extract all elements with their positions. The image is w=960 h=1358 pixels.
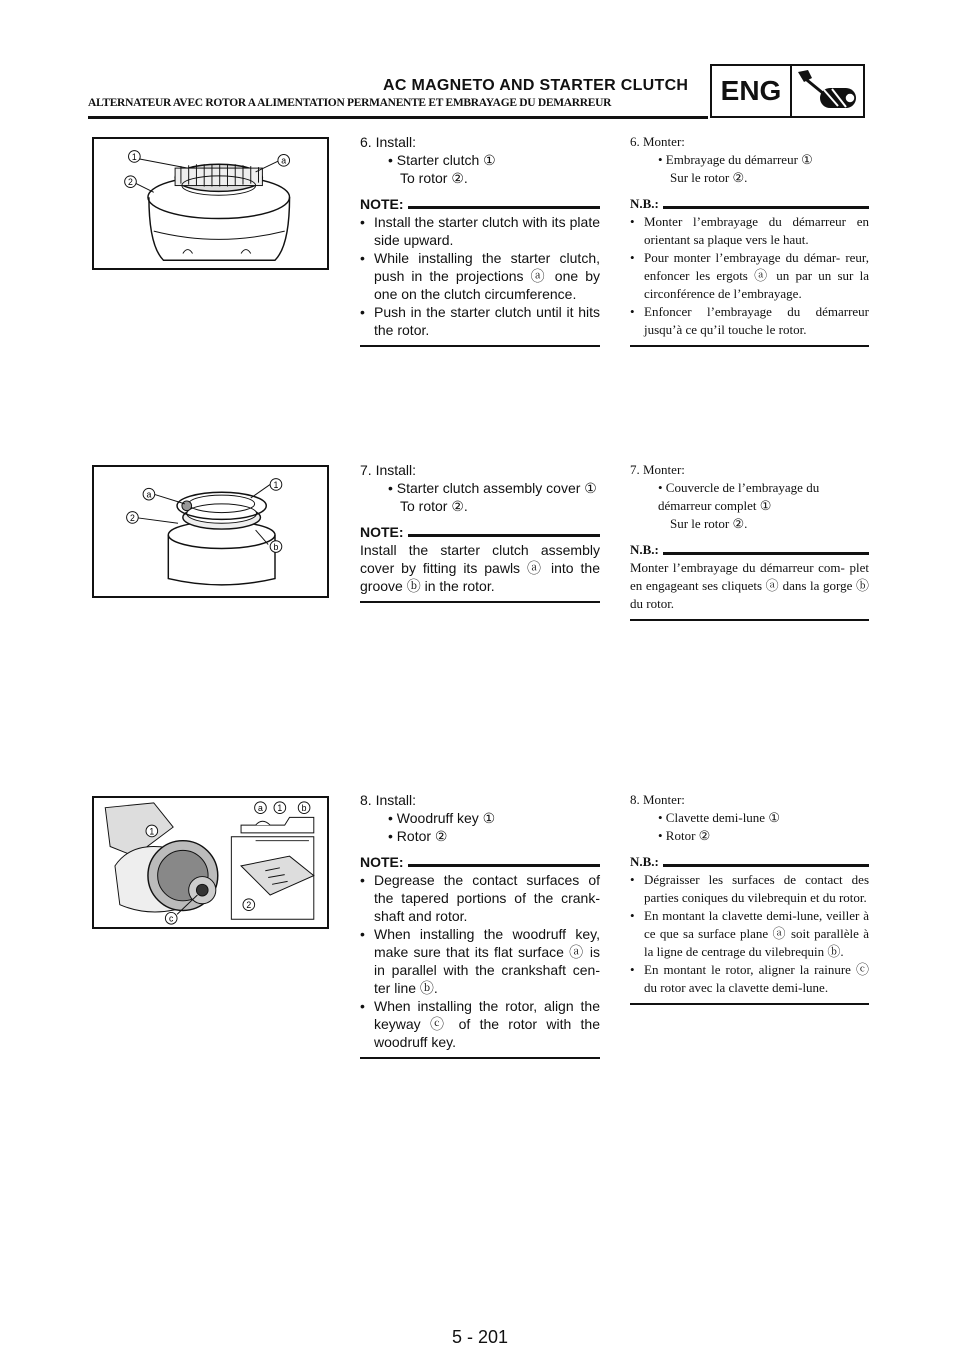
- fig3-label-c: c: [169, 913, 174, 924]
- fig2-label-b: b: [273, 541, 279, 552]
- note-end-rule: [630, 1003, 869, 1005]
- note-bullet: • Degrease the contact surfaces of the tapered portions of the crank- shaft and rotor.: [360, 871, 600, 925]
- fig3-label-1a: 1: [277, 803, 283, 814]
- wrench-icon: [794, 68, 862, 114]
- step8-fr-item: • Rotor ②: [658, 828, 711, 843]
- fig3-label-a: a: [258, 803, 263, 814]
- step8-en-item: • Woodruff key ①: [388, 810, 496, 826]
- fig1-label-1: 1: [131, 151, 137, 162]
- note-end-rule: [630, 619, 869, 621]
- note-label: NOTE:: [360, 854, 404, 870]
- step7-fr-heading: 7. Monter:: [630, 462, 685, 477]
- step8-fr-item: • Clavette demi-lune ①: [658, 810, 780, 825]
- note-bullet: • Dégraisser les surfaces de contact des parties coniques du vilebrequin et du rotor.: [630, 871, 869, 907]
- note-bullet: • Pour monter l’embrayage du démar- reur, enfoncer les ergots ⓐ un par un sur la circonférence de l’embrayage.: [630, 249, 869, 303]
- note-bullet: • When installing the woodruff key, make sure that its flat surface ⓐ is in parallel with the crankshaft cen- ter line ⓑ.: [360, 925, 600, 997]
- fig3-label-2: 2: [246, 900, 252, 911]
- note-bullet: • Monter l’embrayage du démarreur en orientant sa plaque vers le haut.: [630, 213, 869, 249]
- step6-en-item: To rotor ②.: [400, 170, 468, 186]
- step7-en-heading: 7. Install:: [360, 462, 417, 478]
- step8-en-item: • Rotor ②: [388, 828, 448, 844]
- fig2-label-1: 1: [273, 479, 279, 490]
- note-text: Install the starter clutch assembly cover by fitting its pawls ⓐ into the groove ⓑ in the rotor.: [360, 542, 600, 594]
- step6-fr-heading: 6. Monter:: [630, 134, 685, 149]
- note-label: N.B.:: [630, 196, 659, 211]
- step8-english: [360, 791, 600, 1059]
- note-end-rule: [360, 345, 600, 347]
- step8-fr-heading: 8. Monter:: [630, 792, 685, 807]
- note-text: Monter l’embrayage du démarreur com- plet en engageant ses cliquets ⓐ dans la gorge ⓑ du rotor.: [630, 560, 869, 611]
- fig3-label-b: b: [301, 803, 307, 814]
- step7-french: [630, 461, 869, 621]
- fig2-label-a: a: [146, 489, 152, 500]
- step7-fr-item: • Couvercle de l’embrayage du démarreur complet ①: [658, 480, 820, 513]
- step6-en-item: • Starter clutch ①: [388, 152, 496, 168]
- header-rule: [88, 116, 708, 119]
- note-rule: [663, 552, 869, 555]
- note-end-rule: [360, 1057, 600, 1059]
- note-bullet: • En montant la clavette demi-lune, veiller à ce que sa surface plane ⓐ soit parallèle à la ligne de centrage du vilebrequin ⓑ.: [630, 907, 869, 961]
- note-bullet: • While installing the starter clutch, push in the projections ⓐ one by one on the clutch circumference.: [360, 249, 600, 303]
- note-end-rule: [360, 601, 600, 603]
- note-rule: [663, 206, 869, 209]
- note-rule: [408, 206, 600, 209]
- note-rule: [408, 864, 600, 867]
- step6-french: [630, 133, 869, 347]
- note-label: N.B.:: [630, 854, 659, 869]
- fig3-label-1b: 1: [149, 826, 155, 837]
- step7-english: [360, 461, 600, 603]
- step6-fr-item: • Embrayage du démarreur ①: [658, 152, 813, 167]
- step7-en-item: • Starter clutch assembly cover ①: [388, 480, 597, 496]
- note-bullet: • En montant le rotor, aligner la rainure ⓒ du rotor avec la clavette demi-lune.: [630, 961, 869, 997]
- figure-starter-clutch-cover: [92, 465, 329, 598]
- fig1-label-a: a: [281, 155, 287, 166]
- section-title: AC MAGNETO AND STARTER CLUTCH: [383, 77, 689, 94]
- fig1-label-2: 2: [128, 177, 133, 188]
- page-number: 5 - 201: [451, 1327, 509, 1347]
- step6-english: [360, 133, 600, 347]
- note-rule: [663, 864, 869, 867]
- step8-french: [630, 791, 869, 1005]
- step7-fr-item: Sur le rotor ②.: [670, 516, 748, 531]
- note-bullet: • Enfoncer l’embrayage du démarreur jusqu’à ce qu’il touche le rotor.: [630, 303, 869, 339]
- section-subtitle: ALTERNATEUR AVEC ROTOR A ALIMENTATION PERMANENTE ET EMBRAYAGE DU DEMARREUR: [88, 97, 612, 109]
- note-label: NOTE:: [360, 196, 404, 212]
- fig2-label-2: 2: [129, 512, 135, 523]
- figure-starter-clutch: [92, 137, 329, 270]
- note-label: N.B.:: [630, 542, 659, 557]
- note-bullet: • When installing the rotor, align the keyway ⓒ of the rotor with the woodruff key.: [360, 997, 600, 1051]
- note-bullet: • Install the starter clutch with its plate side upward.: [360, 213, 600, 249]
- note-bullet: • Push in the starter clutch until it hits the rotor.: [360, 303, 600, 339]
- figure-woodruff-key-rotor: [92, 796, 329, 929]
- note-end-rule: [630, 345, 869, 347]
- step8-en-heading: 8. Install:: [360, 792, 417, 808]
- step6-fr-item: Sur le rotor ②.: [670, 170, 748, 185]
- note-rule: [408, 534, 600, 537]
- step6-en-heading: 6. Install:: [360, 134, 417, 150]
- note-label: NOTE:: [360, 524, 404, 540]
- step7-en-item: To rotor ②.: [400, 498, 468, 514]
- chapter-badge: [710, 64, 865, 118]
- chapter-badge-label: ENG: [712, 66, 792, 116]
